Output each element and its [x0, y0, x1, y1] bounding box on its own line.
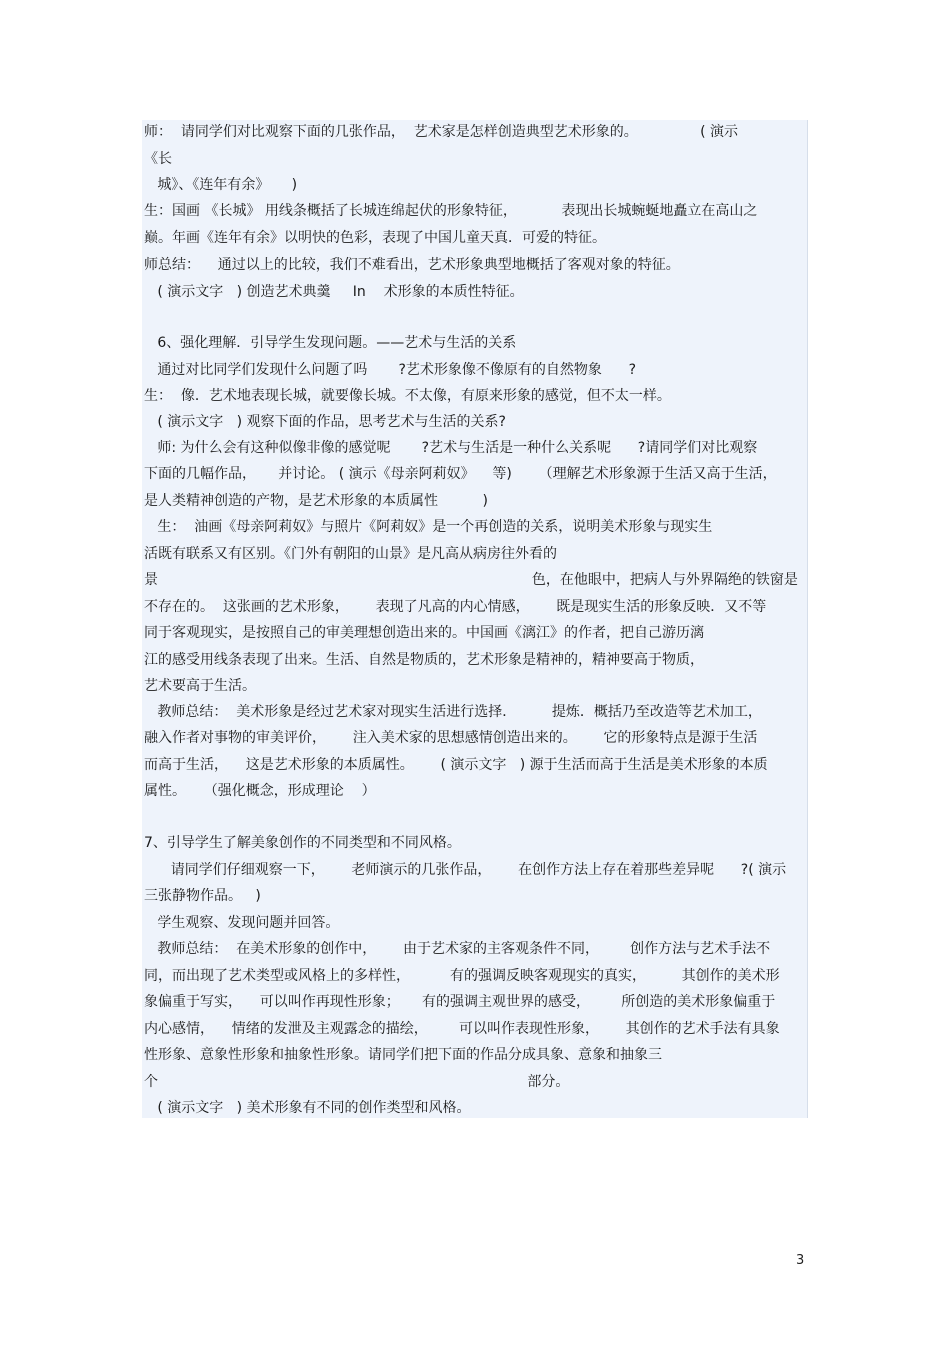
text-line: 象偏重于写实， 可以叫作再现性形象； 有的强调主观世界的感受， 所创造的美术形象偏重于	[144, 994, 776, 1010]
text-line: 请同学们仔细观察一下， 老师演示的几张作品， 在创作方法上存在着那些差异呢 ?( 演示	[144, 862, 787, 878]
text-line: 融入作者对事物的审美评价， 注入美术家的思想感情创造出来的。 它的形象特点是源于生活	[144, 730, 758, 746]
text-line: ( 演示文字 ) 观察下面的作品，思考艺术与生活的关系?	[144, 414, 506, 430]
text-line: 城》、《连年有余》 )	[144, 177, 298, 193]
text-line: 是人类精神创造的产物，是艺术形象的本质属性 )	[144, 493, 488, 509]
text-line: 性形象、意象性形象和抽象性形象。请同学们把下面的作品分成具象、意象和抽象三	[144, 1047, 662, 1063]
text-line: 师: 为什么会有这种似像非像的感觉呢 ?艺术与生活是一种什么关系呢 ?请同学们对比观察	[144, 440, 758, 456]
text-line: 不存在的。 这张画的艺术形象， 表现了凡高的内心情感， 既是现实生活的形象反映．又不等	[144, 599, 767, 615]
text-line: 师总结： 通过以上的比较，我们不难看出，艺术形象典型地概括了客观对象的特征。	[144, 257, 680, 273]
text-line: 《长	[144, 151, 172, 167]
section-heading: 6、强化理解．引导学生发现问题。——艺术与生活的关系	[144, 335, 517, 351]
text-line: 景 色，在他眼中，把病人与外界隔绝的铁窗是	[144, 572, 798, 588]
text-line: 师： 请同学们对比观察下面的几张作品， 艺术家是怎样创造典型艺术形象的。 ( 演示	[144, 124, 739, 140]
text-line: 生：国画 《长城》 用线条概括了长城连绵起伏的形象特征， 表现出长城蜿蜒地矗立在高山之	[144, 203, 758, 219]
text-line: 属性。 （强化概念，形成理论 ）	[144, 783, 376, 799]
text-line: 巅。年画《连年有余》以明快的色彩，表现了中国儿童天真．可爱的特征。	[144, 230, 606, 246]
text-line: 教师总结： 在美术形象的创作中， 由于艺术家的主客观条件不同， 创作方法与艺术手法不	[144, 941, 771, 957]
text-line: 而高于生活， 这是艺术形象的本质属性。 ( 演示文字 ) 源于生活而高于生活是美术形象的本质	[144, 757, 768, 773]
text-line: 生： 像．艺术地表现长城，就要像长城。不太像，有原来形象的感觉，但不太一样。	[144, 388, 671, 404]
text-line: 活既有联系又有区别。《门外有朝阳的山景》是凡高从病房往外看的	[144, 546, 557, 562]
text-line: 三张静物作品。 )	[144, 888, 261, 904]
text-line: 通过对比同学们发现什么问题了吗 ?艺术形象像不像原有的自然物象 ?	[144, 362, 637, 378]
section-heading: 7、引导学生了解美象创作的不同类型和不同风格。	[144, 835, 461, 851]
text-line: 内心感情， 情绪的发泄及主观露念的描绘， 可以叫作表现性形象， 其创作的艺术手法有具象	[144, 1021, 780, 1037]
text-line: 江的感受用线条表现了出来。生活、自然是物质的，艺术形象是精神的，精神要高于物质，	[144, 652, 704, 668]
text-line: 艺术要高于生活。	[144, 678, 256, 694]
text-line: 同于客观现实，是按照自己的审美理想创造出来的。中国画《漓江》的作者，把自己游历漓	[144, 625, 704, 641]
text-line: ( 演示文字 ) 创造艺术典羹 In 术形象的本质性特征。	[144, 284, 524, 300]
text-line: 个 部分。	[144, 1074, 570, 1090]
text-line: 学生观察、发现问题并回答。	[144, 915, 340, 931]
text-line: 生： 油画《母亲阿莉奴》与照片《阿莉奴》是一个再创造的关系，说明美术形象与现实生	[144, 519, 713, 535]
text-line: 同，而出现了艺术类型或风格上的多样性， 有的强调反映客观现实的真实， 其创作的美术形	[144, 968, 780, 984]
page-number: 3	[796, 1253, 805, 1268]
text-line: 教师总结： 美术形象是经过艺术家对现实生活进行选择． 提炼．概括乃至改造等艺术加工，	[144, 704, 762, 720]
text-line: ( 演示文字 ) 美术形象有不同的创作类型和风格。	[144, 1100, 471, 1116]
text-line: 下面的几幅作品， 并讨论。 ( 演示《母亲阿莉奴》 等) （理解艺术形象源于生活又高于生活，	[144, 466, 777, 482]
